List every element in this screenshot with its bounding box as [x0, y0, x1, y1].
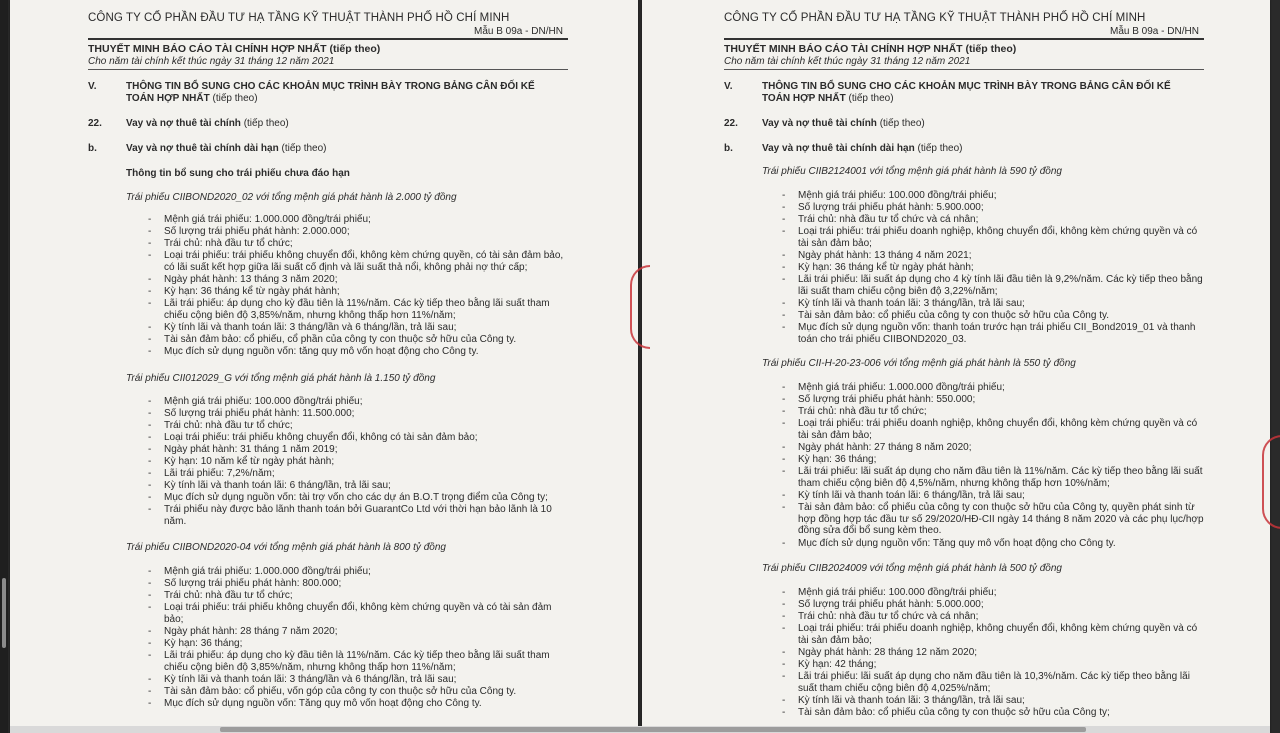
subsection-title-tail: (tiếp theo)	[879, 118, 925, 129]
page-left-content	[10, 0, 638, 733]
bond-item: - Số lượng trái phiếu phát hành: 5.000.000;	[782, 599, 984, 610]
bond-item: - Kỳ hạn: 36 tháng;	[782, 454, 877, 465]
company-name: CÔNG TY CỔ PHẦN ĐẦU TƯ HẠ TẦNG KỸ THUẬT THÀNH PHỐ HỒ CHÍ MINH	[88, 12, 510, 24]
bond-item: - Kỳ tính lãi và thanh toán lãi: 3 tháng/lần và 6 tháng/lần, trả lãi sau;	[148, 322, 457, 333]
bond-item: - Loại trái phiếu: trái phiếu không chuyển đổi, không kèm chứng quyền, có tài sản đảm bảo, có lãi suất kết hợp giữa lãi suất cố định và lãi suất thả nổi, không phải nợ thứ cấp;	[148, 250, 564, 273]
bond-item: - Ngày phát hành: 31 tháng 1 năm 2019;	[148, 444, 338, 455]
bond-item: - Lãi trái phiếu: 7,2%/năm;	[148, 468, 275, 479]
bond-item: - Kỳ hạn: 36 tháng kể từ ngày phát hành;	[782, 262, 974, 273]
bond-item: - Loại trái phiếu: trái phiếu không chuyển đổi, không có tài sản đảm bảo;	[148, 432, 478, 443]
bond-item: - Lãi trái phiếu: áp dụng cho kỳ đầu tiên là 11%/năm. Các kỳ tiếp theo bằng lãi suất tham chiếu cộng biên độ 3,85%/năm, nhưng không thấp hơn 11%/năm;	[148, 298, 550, 321]
bond-item: - Ngày phát hành: 13 tháng 3 năm 2020;	[148, 274, 338, 285]
bond-item: - Kỳ hạn: 36 tháng;	[148, 638, 243, 649]
bond-title: Trái phiếu CII012029_G với tổng mệnh giá phát hành là 1.150 tỷ đồng	[126, 373, 436, 384]
item-b-title-tail: (tiếp theo)	[917, 143, 963, 154]
report-subtitle: Cho năm tài chính kết thúc ngày 31 tháng 12 năm 2021	[724, 56, 971, 67]
subheader-rule	[724, 69, 1204, 70]
bond-item: - Mục đích sử dụng nguồn vốn: Tăng quy mô vốn hoạt động cho Công ty.	[782, 538, 1116, 549]
bond-item: - Trái chủ: nhà đầu tư tổ chức;	[148, 238, 293, 249]
bond-item: - Số lượng trái phiếu phát hành: 11.500.000;	[148, 408, 355, 419]
item-b-title	[126, 143, 327, 155]
bond-item: - Kỳ tính lãi và thanh toán lãi: 3 tháng/lần và 6 tháng/lần, trả lãi sau;	[148, 674, 457, 685]
section-title-tail: (tiếp theo)	[212, 93, 258, 104]
bond-item: - Kỳ tính lãi và thanh toán lãi: 6 tháng/lần, trả lãi sau;	[782, 490, 1025, 501]
bond-item: - Trái chủ: nhà đầu tư tổ chức;	[148, 420, 293, 431]
bond-item: - Lãi trái phiếu: lãi suất áp dụng cho năm đầu tiên là 11%/năm. Các kỳ tiếp theo bằng lãi suất tham chiếu cộng biên độ 4,5%/năm, nhưng không thấp hơn 10%/năm;	[782, 466, 1203, 489]
bond-item: - Mục đích sử dụng nguồn vốn: tài trợ vốn cho các dự án B.O.T trọng điểm của Công ty;	[148, 492, 548, 503]
bond-item: - Kỳ hạn: 10 năm kể từ ngày phát hành;	[148, 456, 335, 467]
bond-item: - Ngày phát hành: 28 tháng 7 năm 2020;	[148, 626, 338, 637]
bond-item: - Mệnh giá trái phiếu: 100.000 đồng/trái phiếu;	[148, 396, 363, 407]
bond-item: - Tài sản đảm bảo: cổ phiếu của công ty con thuộc sở hữu của Công ty;	[782, 707, 1110, 718]
subheader-rule	[88, 69, 568, 70]
item-b-title-bold: Vay và nợ thuê tài chính dài hạn	[126, 143, 279, 154]
bond-item: - Trái chủ: nhà đầu tư tổ chức;	[148, 590, 293, 601]
subsection-title	[762, 118, 925, 130]
bond-item: - Mệnh giá trái phiếu: 100.000 đồng/trái phiếu;	[782, 587, 997, 598]
bond-item: - Số lượng trái phiếu phát hành: 800.000;	[148, 578, 342, 589]
header-rule	[88, 38, 568, 40]
bond-item: - Trái phiếu này được bảo lãnh thanh toán bởi GuarantCo Ltd với thời hạn bảo lãnh là 10 năm.	[148, 504, 552, 527]
header-rule	[724, 38, 1204, 40]
bond-title: Trái phiếu CIIB2124001 với tổng mệnh giá phát hành là 590 tỷ đồng	[762, 166, 1062, 177]
section-title-bold: TOÁN HỢP NHẤT	[762, 93, 846, 104]
subsection-number: 22.	[724, 118, 738, 129]
section-title-bold: TOÁN HỢP NHẤT	[126, 93, 210, 104]
bond-item: - Tài sản đảm bảo: cổ phiếu, cổ phần của công ty con thuộc sở hữu của Công ty.	[148, 334, 517, 345]
bond-item: - Lãi trái phiếu: lãi suất áp dụng cho năm đầu tiên là 10,3%/năm. Các kỳ tiếp theo bằng lãi suất tham chiếu cộng biên độ 4,025%/năm;	[782, 671, 1190, 694]
bond-item: - Loại trái phiếu: trái phiếu doanh nghiệp, không chuyển đổi, không kèm chứng quyền và có tài sản đảm bảo;	[782, 418, 1198, 441]
bond-item: - Trái chủ: nhà đầu tư tổ chức;	[782, 406, 927, 417]
subsection-title-tail: (tiếp theo)	[243, 118, 289, 129]
bond-item: - Trái chủ: nhà đầu tư tổ chức và cá nhân;	[782, 214, 979, 225]
company-name: CÔNG TY CỔ PHẦN ĐẦU TƯ HẠ TẦNG KỸ THUẬT THÀNH PHỐ HỒ CHÍ MINH	[724, 12, 1146, 24]
bond-title: Trái phiếu CIIBOND2020-04 với tổng mệnh giá phát hành là 800 tỷ đồng	[126, 542, 446, 553]
bond-item: - Tài sản đảm bảo: cổ phiếu của công ty con thuộc sở hữu của Công ty, quyền phát sinh từ hợp đồng hợp tác đầu tư số 29/2020/HĐ-CII ngày 14 tháng 8 năm 2020 và các phụ lục/hợp đồng sửa đổi bổ sung kèm theo.	[782, 502, 1204, 536]
bond-intro-heading: Thông tin bổ sung cho trái phiếu chưa đáo hạn	[126, 168, 350, 179]
bond-item: - Mệnh giá trái phiếu: 1.000.000 đồng/trái phiếu;	[782, 382, 1005, 393]
bond-item: - Mệnh giá trái phiếu: 100.000 đồng/trái phiếu;	[782, 190, 997, 201]
form-code: Mẫu B 09a - DN/HN	[474, 26, 563, 37]
bond-item: - Tài sản đảm bảo: cổ phiếu, vốn góp của công ty con thuộc sở hữu của Công ty.	[148, 686, 517, 697]
bond-item: - Lãi trái phiếu: áp dụng cho kỳ đầu tiên là 11%/năm. Các kỳ tiếp theo bằng lãi suất tham chiếu cộng biên độ 3,85%/năm, nhưng không thấp hơn 11%/năm;	[148, 650, 550, 673]
red-seal-stamp	[1262, 435, 1280, 529]
bond-item: - Số lượng trái phiếu phát hành: 2.000.000;	[148, 226, 350, 237]
bond-item: - Loại trái phiếu: trái phiếu không chuyển đổi, không kèm chứng quyền và có tài sản đảm bảo;	[148, 602, 552, 625]
report-subtitle: Cho năm tài chính kết thúc ngày 31 tháng 12 năm 2021	[88, 56, 335, 67]
section-title-tail: (tiếp theo)	[848, 93, 894, 104]
bond-title: Trái phiếu CII-H-20-23-006 với tổng mệnh giá phát hành là 550 tỷ đồng	[762, 358, 1076, 369]
section-title-line2	[762, 93, 894, 105]
report-title: THUYẾT MINH BÁO CÁO TÀI CHÍNH HỢP NHẤT (tiếp theo)	[724, 43, 1017, 55]
vertical-scroll-thumb[interactable]	[2, 578, 6, 648]
item-b-title	[762, 143, 963, 155]
bond-item: - Ngày phát hành: 27 tháng 8 năm 2020;	[782, 442, 972, 453]
section-title-line1: THÔNG TIN BỔ SUNG CHO CÁC KHOẢN MỤC TRÌNH BÀY TRONG BẢNG CÂN ĐỐI KẾ	[126, 81, 535, 92]
item-b-number: b.	[88, 143, 97, 154]
bond-item: - Mệnh giá trái phiếu: 1.000.000 đồng/trái phiếu;	[148, 566, 371, 577]
subsection-title	[126, 118, 289, 130]
bond-item: - Trái chủ: nhà đầu tư tổ chức và cá nhân;	[782, 611, 979, 622]
section-number: V.	[88, 81, 97, 92]
report-title: THUYẾT MINH BÁO CÁO TÀI CHÍNH HỢP NHẤT (tiếp theo)	[88, 43, 381, 55]
bond-item: - Tài sản đảm bảo: cổ phiếu của công ty con thuộc sở hữu của Công ty.	[782, 310, 1110, 321]
bond-item: - Mục đích sử dụng nguồn vốn: tăng quy mô vốn hoạt động cho Công ty.	[148, 346, 479, 357]
form-code: Mẫu B 09a - DN/HN	[1110, 26, 1199, 37]
bond-item: - Loại trái phiếu: trái phiếu doanh nghiệp, không chuyển đổi, không kèm chứng quyền và có tài sản đảm bảo;	[782, 226, 1198, 249]
bond-item: - Kỳ hạn: 36 tháng kể từ ngày phát hành;	[148, 286, 340, 297]
bond-title: Trái phiếu CIIB2024009 với tổng mệnh giá phát hành là 500 tỷ đồng	[762, 563, 1062, 574]
red-seal-stamp	[630, 265, 650, 349]
item-b-title-tail: (tiếp theo)	[281, 143, 327, 154]
subsection-title-bold: Vay và nợ thuê tài chính	[126, 118, 241, 129]
bond-title: Trái phiếu CIIBOND2020_02 với tổng mệnh giá phát hành là 2.000 tỷ đồng	[126, 192, 457, 203]
bond-item: - Mệnh giá trái phiếu: 1.000.000 đồng/trái phiếu;	[148, 214, 371, 225]
item-b-number: b.	[724, 143, 733, 154]
section-number: V.	[724, 81, 733, 92]
bond-item: - Kỳ hạn: 42 tháng;	[782, 659, 877, 670]
item-b-title-bold: Vay và nợ thuê tài chính dài hạn	[762, 143, 915, 154]
section-title-line2	[126, 93, 258, 105]
horizontal-scroll-thumb[interactable]	[220, 727, 1086, 732]
bond-item: - Mục đích sử dụng nguồn vốn: Tăng quy mô vốn hoạt động cho Công ty.	[148, 698, 482, 709]
bond-item: - Ngày phát hành: 28 tháng 12 năm 2020;	[782, 647, 978, 658]
bond-item: - Ngày phát hành: 13 tháng 4 năm 2021;	[782, 250, 972, 261]
bond-item: - Mục đích sử dụng nguồn vốn: thanh toán trước hạn trái phiếu CII_Bond2019_01 và thanh toán cho trái phiếu CIIBOND2020_03.	[782, 322, 1196, 345]
page-right	[642, 0, 1270, 733]
bond-item: - Số lượng trái phiếu phát hành: 5.900.000;	[782, 202, 984, 213]
section-title-line1: THÔNG TIN BỔ SUNG CHO CÁC KHOẢN MỤC TRÌNH BÀY TRONG BẢNG CÂN ĐỐI KẾ	[762, 81, 1171, 92]
bond-item: - Kỳ tính lãi và thanh toán lãi: 6 tháng/lần, trả lãi sau;	[148, 480, 391, 491]
vertical-scrollbar[interactable]	[0, 0, 8, 733]
bond-item: - Lãi trái phiếu: lãi suất áp dụng cho 4 kỳ tính lãi đầu tiên là 9,2%/năm. Các kỳ tiếp theo bằng lãi suất tham chiếu cộng biên độ 3,22%/năm;	[782, 274, 1203, 297]
bond-item: - Kỳ tính lãi và thanh toán lãi: 3 tháng/lần, trả lãi sau;	[782, 298, 1025, 309]
bond-item: - Số lượng trái phiếu phát hành: 550.000;	[782, 394, 976, 405]
subsection-title-bold: Vay và nợ thuê tài chính	[762, 118, 877, 129]
subsection-number: 22.	[88, 118, 102, 129]
bond-item: - Kỳ tính lãi và thanh toán lãi: 3 tháng/lần, trả lãi sau;	[782, 695, 1025, 706]
bond-item: - Loại trái phiếu: trái phiếu doanh nghiệp, không chuyển đổi, không kèm chứng quyền và có tài sản đảm bảo;	[782, 623, 1198, 646]
page-left	[10, 0, 638, 733]
page-right-content	[642, 0, 1270, 733]
